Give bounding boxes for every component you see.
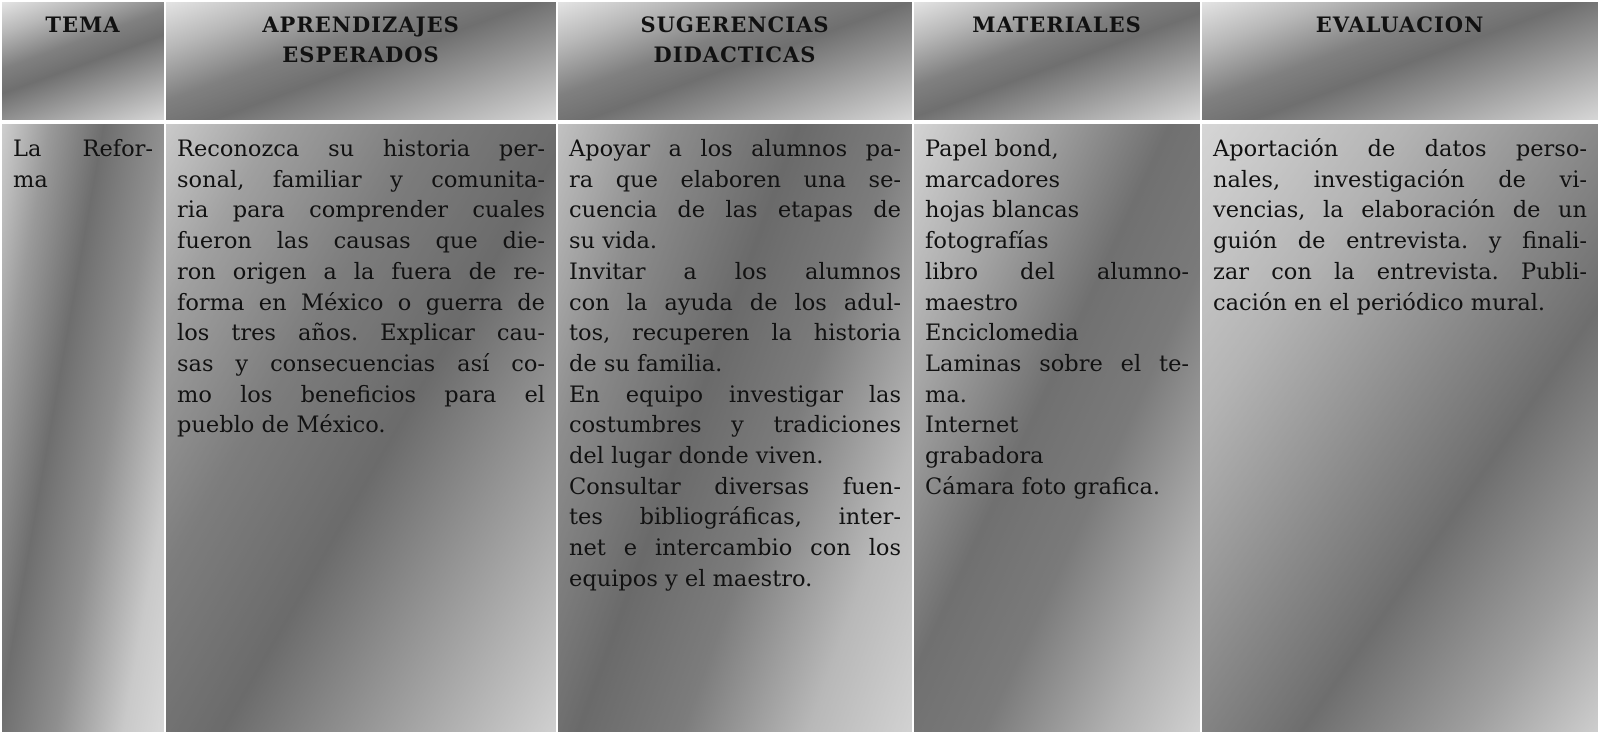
cell-aprendizajes [166,124,556,732]
evaluacion-line: zar con la entrevista. Publi- [1213,258,1587,285]
cell-tema [2,124,164,732]
sugerencias-line: costumbres y tradiciones [569,412,901,439]
materiales-line: ma. [925,381,967,408]
cell-materiales [914,124,1200,732]
materiales-line: Internet [925,412,1019,439]
aprendizajes-line: los tres años. Explicar cau- [177,320,545,347]
header-sugerencias-label-2: DIDACTICAS [653,42,817,67]
evaluacion-line: Aportación de datos perso- [1213,136,1587,162]
aprendizajes-line: sas y consecuencias así co- [177,350,545,377]
materiales-line: maestro [925,289,1018,316]
sugerencias-line: net e intercambio con los [569,535,901,562]
materiales-line: libro del alumno- [925,258,1189,285]
header-evaluacion-label: EVALUACION [1315,12,1485,37]
materiales-line: Cámara foto grafica. [925,473,1161,500]
aprendizajes-line: sonal, familiar y comunita- [177,166,545,193]
sugerencias-line: su vida. [569,228,658,255]
sugerencias-line: ra que elaboren una se- [569,166,901,193]
sugerencias-line: Invitar a los alumnos [569,258,901,285]
header-evaluacion [1202,2,1598,120]
materiales-line: marcadores [925,166,1061,193]
header-aprendizajes-label-1: APRENDIZAJES [262,12,460,37]
materiales-line: Laminas sobre el te- [925,350,1189,377]
evaluacion-line: cación en el periódico mural. [1213,289,1546,316]
tema-line: La Refor- [13,136,153,162]
sugerencias-line: equipos y el maestro. [569,565,813,592]
sugerencias-line: Consultar diversas fuen- [569,473,901,500]
header-materiales [914,2,1200,120]
aprendizajes-line: Reconozca su historia per- [177,136,545,162]
sugerencias-line: del lugar donde viven. [569,443,824,470]
header-tema-label: TEMA [45,12,121,37]
aprendizajes-line: ria para comprender cuales [177,197,545,224]
aprendizajes-line: fueron las causas que die- [177,228,545,255]
materiales-line: grabadora [925,443,1044,470]
header-aprendizajes [166,2,556,120]
header-sugerencias [558,2,912,120]
cell-evaluacion [1202,124,1598,732]
evaluacion-line: vencias, la elaboración de un [1213,197,1587,224]
sugerencias-line: Apoyar a los alumnos pa- [569,136,901,162]
sugerencias-line: En equipo investigar las [569,381,901,408]
header-materiales-label: MATERIALES [972,12,1142,37]
cell-sugerencias [558,124,912,732]
evaluacion-line: guión de entrevista. y finali- [1213,228,1587,255]
aprendizajes-line: pueblo de México. [177,412,386,439]
header-tema [2,2,164,120]
header-sugerencias-label-1: SUGERENCIAS [640,12,830,37]
aprendizajes-line: mo los beneficios para el [177,381,545,408]
aprendizajes-line: forma en México o guerra de [177,289,545,316]
materiales-line: Enciclomedia [925,320,1079,347]
header-aprendizajes-label-2: ESPERADOS [282,42,440,67]
sugerencias-line: de su familia. [569,350,723,377]
sugerencias-line: con la ayuda de los adul- [569,289,901,316]
sugerencias-line: cuencia de las etapas de [569,197,901,224]
sugerencias-line: tes bibliográficas, inter- [569,504,901,531]
tema-line: ma [13,166,48,193]
materiales-line: fotografías [925,228,1049,255]
sugerencias-line: tos, recuperen la historia [569,320,901,347]
aprendizajes-line: ron origen a la fuera de re- [177,258,545,285]
evaluacion-line: nales, investigación de vi- [1213,166,1587,193]
materiales-line: Papel bond, [925,136,1059,162]
materiales-line: hojas blancas [925,197,1080,224]
